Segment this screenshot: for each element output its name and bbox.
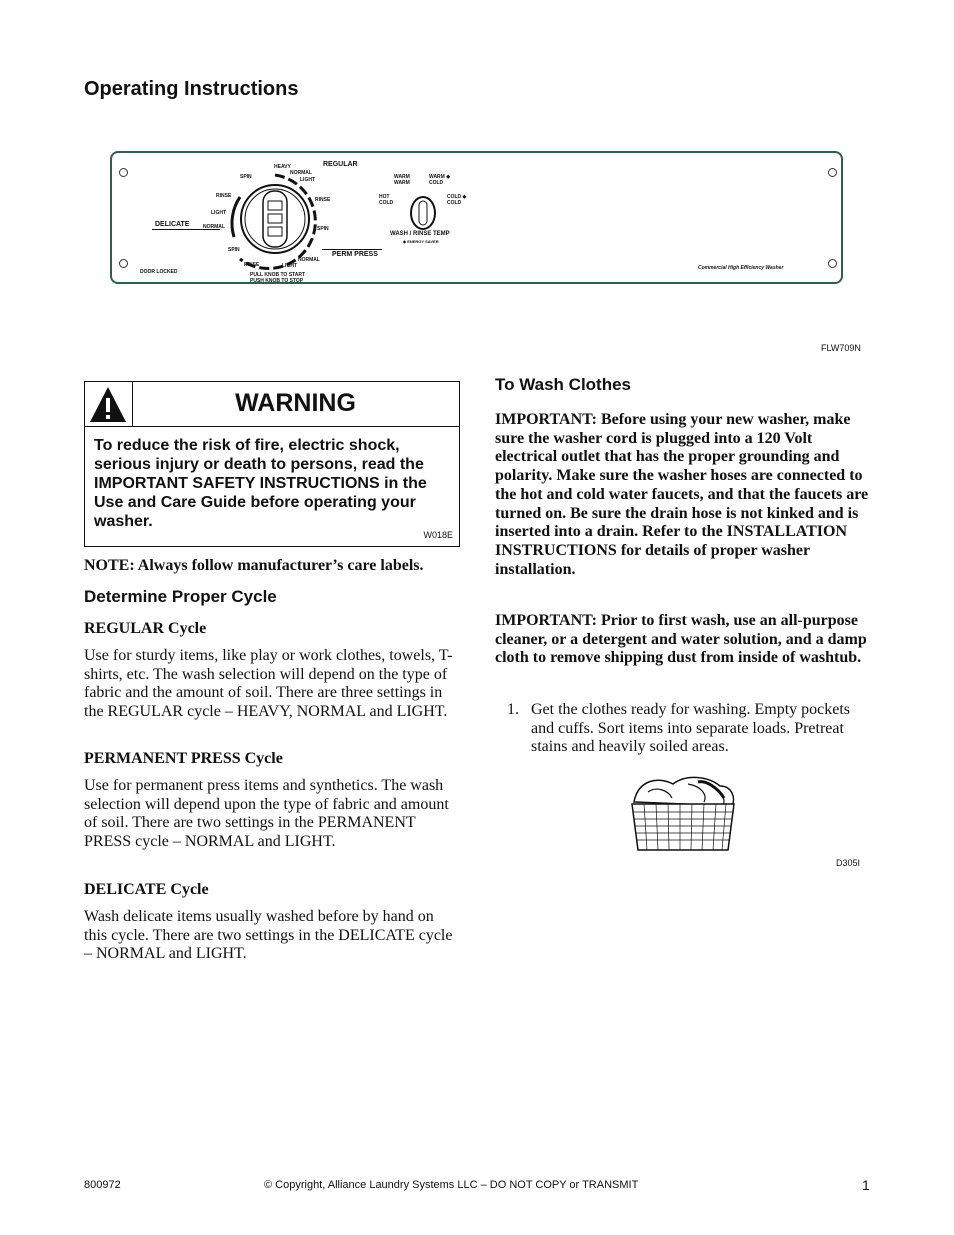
figure-code: FLW709N bbox=[821, 343, 861, 353]
label-push-knob: PUSH KNOB TO STOP bbox=[250, 278, 304, 284]
label-regular: REGULAR bbox=[323, 161, 358, 168]
determine-cycle-heading: Determine Proper Cycle bbox=[84, 587, 277, 606]
label-light-left: LIGHT bbox=[211, 210, 226, 216]
page-title: Operating Instructions bbox=[84, 78, 299, 100]
warning-triangle-icon bbox=[85, 382, 133, 426]
delicate-cycle-text: Wash delicate items usually washed before by hand on this cycle. There are two settings in the DELICATE cycle – NORMAL and LIGHT. bbox=[84, 908, 453, 962]
label-delicate: DELICATE bbox=[155, 221, 190, 228]
label-normal-bottom: NORMAL bbox=[298, 257, 320, 263]
footer-copyright: © Copyright, Alliance Laundry Systems LLC – DO NOT COPY or TRANSMIT bbox=[264, 1179, 639, 1191]
label-warm-warm: WARM WARM bbox=[394, 174, 410, 186]
warning-title: WARNING bbox=[235, 389, 356, 417]
footer-doc-number: 800972 bbox=[84, 1179, 121, 1191]
label-spin-right: SPIN bbox=[317, 226, 329, 232]
label-hot-cold: HOT COLD bbox=[379, 194, 394, 206]
laundry-basket-icon bbox=[628, 772, 738, 854]
label-warm-cold: WARM ◆ COLD bbox=[429, 174, 451, 186]
warning-box bbox=[84, 381, 460, 547]
label-light-bottom: LIGHT bbox=[282, 263, 297, 269]
screw-hole bbox=[828, 168, 837, 177]
label-spin-top: SPIN bbox=[240, 174, 252, 180]
wash-clothes-heading: To Wash Clothes bbox=[495, 375, 631, 394]
step-1: 1. Get the clothes ready for washing. Empty pockets and cuffs. Sort items into separate loads. Pretreat stains and heavily soiled areas. bbox=[507, 701, 851, 755]
label-normal-top: NORMAL bbox=[290, 170, 312, 176]
basket-code: D305I bbox=[836, 858, 861, 868]
footer-page-number: 1 bbox=[862, 1177, 870, 1193]
label-wash-rinse-temp: WASH / RINSE TEMP bbox=[390, 231, 450, 237]
warning-text: To reduce the risk of fire, electric shock, serious injury or death to persons, read the IMPORTANT SAFETY INSTRUCTIONS in the Use and Care Guide before operating your washer. bbox=[94, 437, 427, 530]
label-heavy: HEAVY bbox=[274, 164, 291, 170]
label-normal-left: NORMAL bbox=[203, 224, 225, 230]
perm-press-line bbox=[322, 249, 382, 250]
regular-cycle-text: Use for sturdy items, like play or work clothes, towels, T-shirts, etc. The wash selection will depend on the type of fabric and the amount of soil. There are three settings in the REGULAR cycle – HEAVY, NORMAL and LIGHT. bbox=[84, 647, 453, 720]
warning-code: W018E bbox=[423, 530, 453, 540]
perm-press-title: PERMANENT PRESS Cycle bbox=[84, 750, 283, 767]
screw-hole bbox=[828, 259, 837, 268]
perm-press-text: Use for permanent press items and synthetics. The wash selection will depend upon the type of fabric and amount of soil. There are two settings in the PERMANENT PRESS cycle – NORMAL and LIGHT. bbox=[84, 777, 449, 850]
brand-line: Commercial High Efficiency Washer bbox=[698, 265, 784, 271]
label-light-top: LIGHT bbox=[300, 177, 315, 183]
temp-knob-svg bbox=[408, 193, 438, 233]
label-door-locked: DOOR LOCKED bbox=[140, 269, 178, 275]
label-cold-cold: COLD ◆ COLD bbox=[447, 194, 467, 206]
label-spin-bottom: SPIN bbox=[228, 247, 240, 253]
screw-hole bbox=[119, 168, 128, 177]
important-note-1: IMPORTANT: Before using your new washer, make sure the washer cord is plugged into a 120 Volt electrical outlet that has the proper grounding and polarity. Make sure the washer hoses are connected to the hot and cold water faucets, and that the faucets are turned on. Be sure the drain hose is not kinked and is inserted into a drain. Refer to the INSTALLATION INSTRUCTIONS for details of proper washer installation. bbox=[495, 411, 869, 578]
label-energy-saver: ◆ ENERGY SAVER bbox=[403, 239, 439, 244]
regular-cycle-title: REGULAR Cycle bbox=[84, 620, 207, 637]
warning-header bbox=[85, 382, 459, 427]
control-panel-illustration bbox=[110, 151, 843, 284]
care-note: NOTE: Always follow manufacturer’s care labels. bbox=[84, 557, 424, 574]
label-rinse-bottom: RINSE bbox=[244, 262, 260, 268]
label-pull-knob: PULL KNOB TO START bbox=[250, 272, 305, 278]
delicate-cycle-title: DELICATE Cycle bbox=[84, 881, 209, 898]
screw-hole bbox=[119, 259, 128, 268]
label-perm-press: PERM PRESS bbox=[332, 251, 378, 258]
important-note-2: IMPORTANT: Prior to first wash, use an all-purpose cleaner, or a detergent and water solution, and a damp cloth to remove shipping dust from inside of washtub. bbox=[495, 612, 867, 667]
label-rinse-left: RINSE bbox=[216, 193, 232, 199]
label-rinse-right: RINSE bbox=[315, 197, 331, 203]
